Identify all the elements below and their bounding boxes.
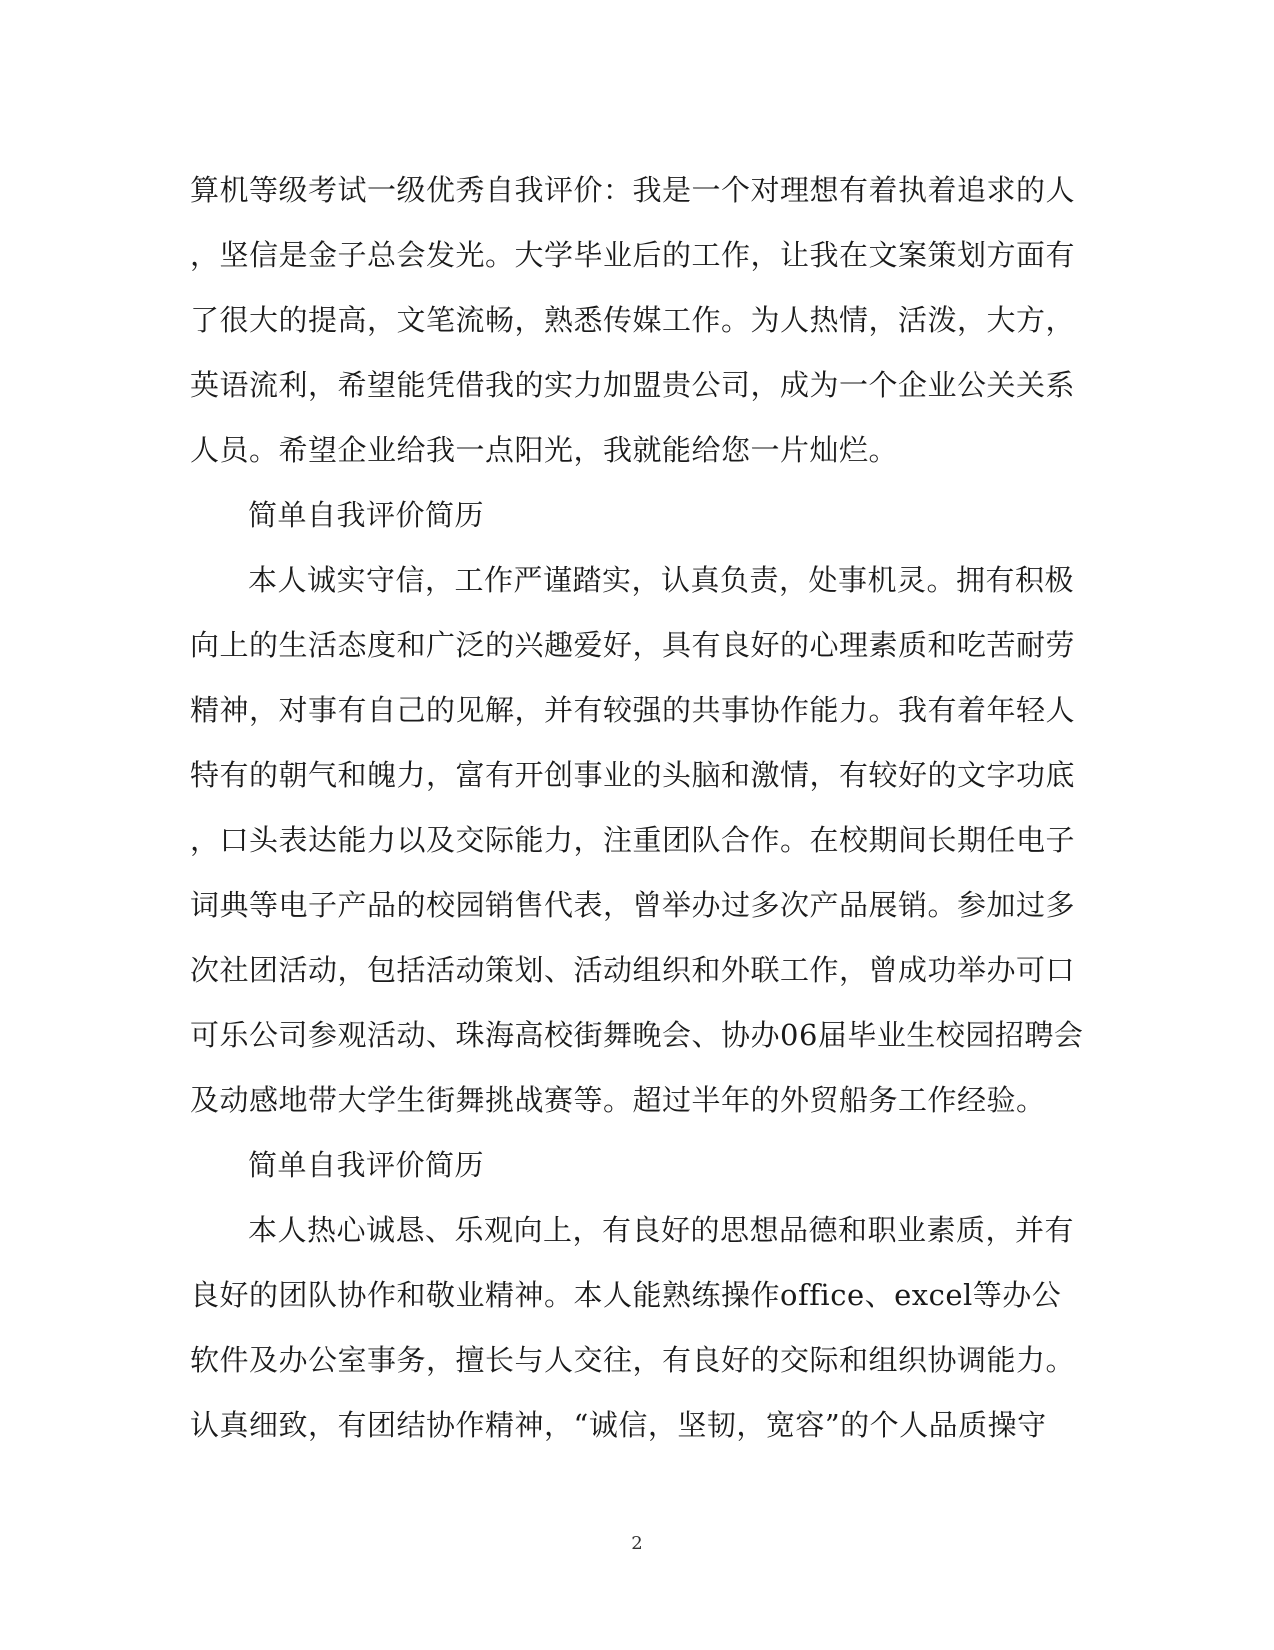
paragraph-first-line: 本人热心诚恳、乐观向上，有良好的思想品德和职业素质，并有 — [248, 1213, 1075, 1247]
text-line: 精神，对事有自己的见解，并有较强的共事协作能力。我有着年轻人 — [190, 693, 1076, 727]
text-line: ，口头表达能力以及交际能力，注重团队合作。在校期间长期任电子 — [190, 823, 1076, 857]
text-line: 可乐公司参观活动、珠海高校街舞晚会、协办06届毕业生校园招聘会 — [190, 1018, 1084, 1052]
section-heading: 简单自我评价简历 — [248, 1148, 485, 1182]
text-line: 算机等级考试一级优秀自我评价：我是一个对理想有着执着追求的人 — [190, 173, 1076, 207]
text-line: 词典等电子产品的校园销售代表，曾举办过多次产品展销。参加过多 — [190, 888, 1076, 922]
page-number: 2 — [631, 1533, 643, 1554]
text-line: 次社团活动，包括活动策划、活动组织和外联工作，曾成功举办可口 — [190, 953, 1076, 987]
section-heading: 简单自我评价简历 — [248, 498, 485, 532]
text-line: ，坚信是金子总会发光。大学毕业后的工作，让我在文案策划方面有 — [190, 238, 1076, 272]
text-line: 了很大的提高，文笔流畅，熟悉传媒工作。为人热情，活泼，大方， — [190, 303, 1076, 337]
paragraph-first-line: 本人诚实守信，工作严谨踏实，认真负责，处事机灵。拥有积极 — [248, 563, 1075, 597]
text-line: 软件及办公室事务，擅长与人交往，有良好的交际和组织协调能力。 — [190, 1343, 1076, 1377]
text-line: 良好的团队协作和敬业精神。本人能熟练操作office、excel等办公 — [190, 1278, 1062, 1312]
text-line: 向上的生活态度和广泛的兴趣爱好，具有良好的心理素质和吃苦耐劳 — [190, 628, 1076, 662]
text-line: 认真细致，有团结协作精神，“诚信，坚韧，宽容”的个人品质操守 — [190, 1408, 1047, 1442]
document-body — [190, 158, 1095, 1458]
text-line: 特有的朝气和魄力，富有开创事业的头脑和激情，有较好的文字功底 — [190, 758, 1076, 792]
text-line: 人员。希望企业给我一点阳光，我就能给您一片灿烂。 — [190, 433, 899, 467]
text-line: 及动感地带大学生街舞挑战赛等。超过半年的外贸船务工作经验。 — [190, 1083, 1046, 1117]
text-line: 英语流利，希望能凭借我的实力加盟贵公司，成为一个企业公关关系 — [190, 368, 1076, 402]
